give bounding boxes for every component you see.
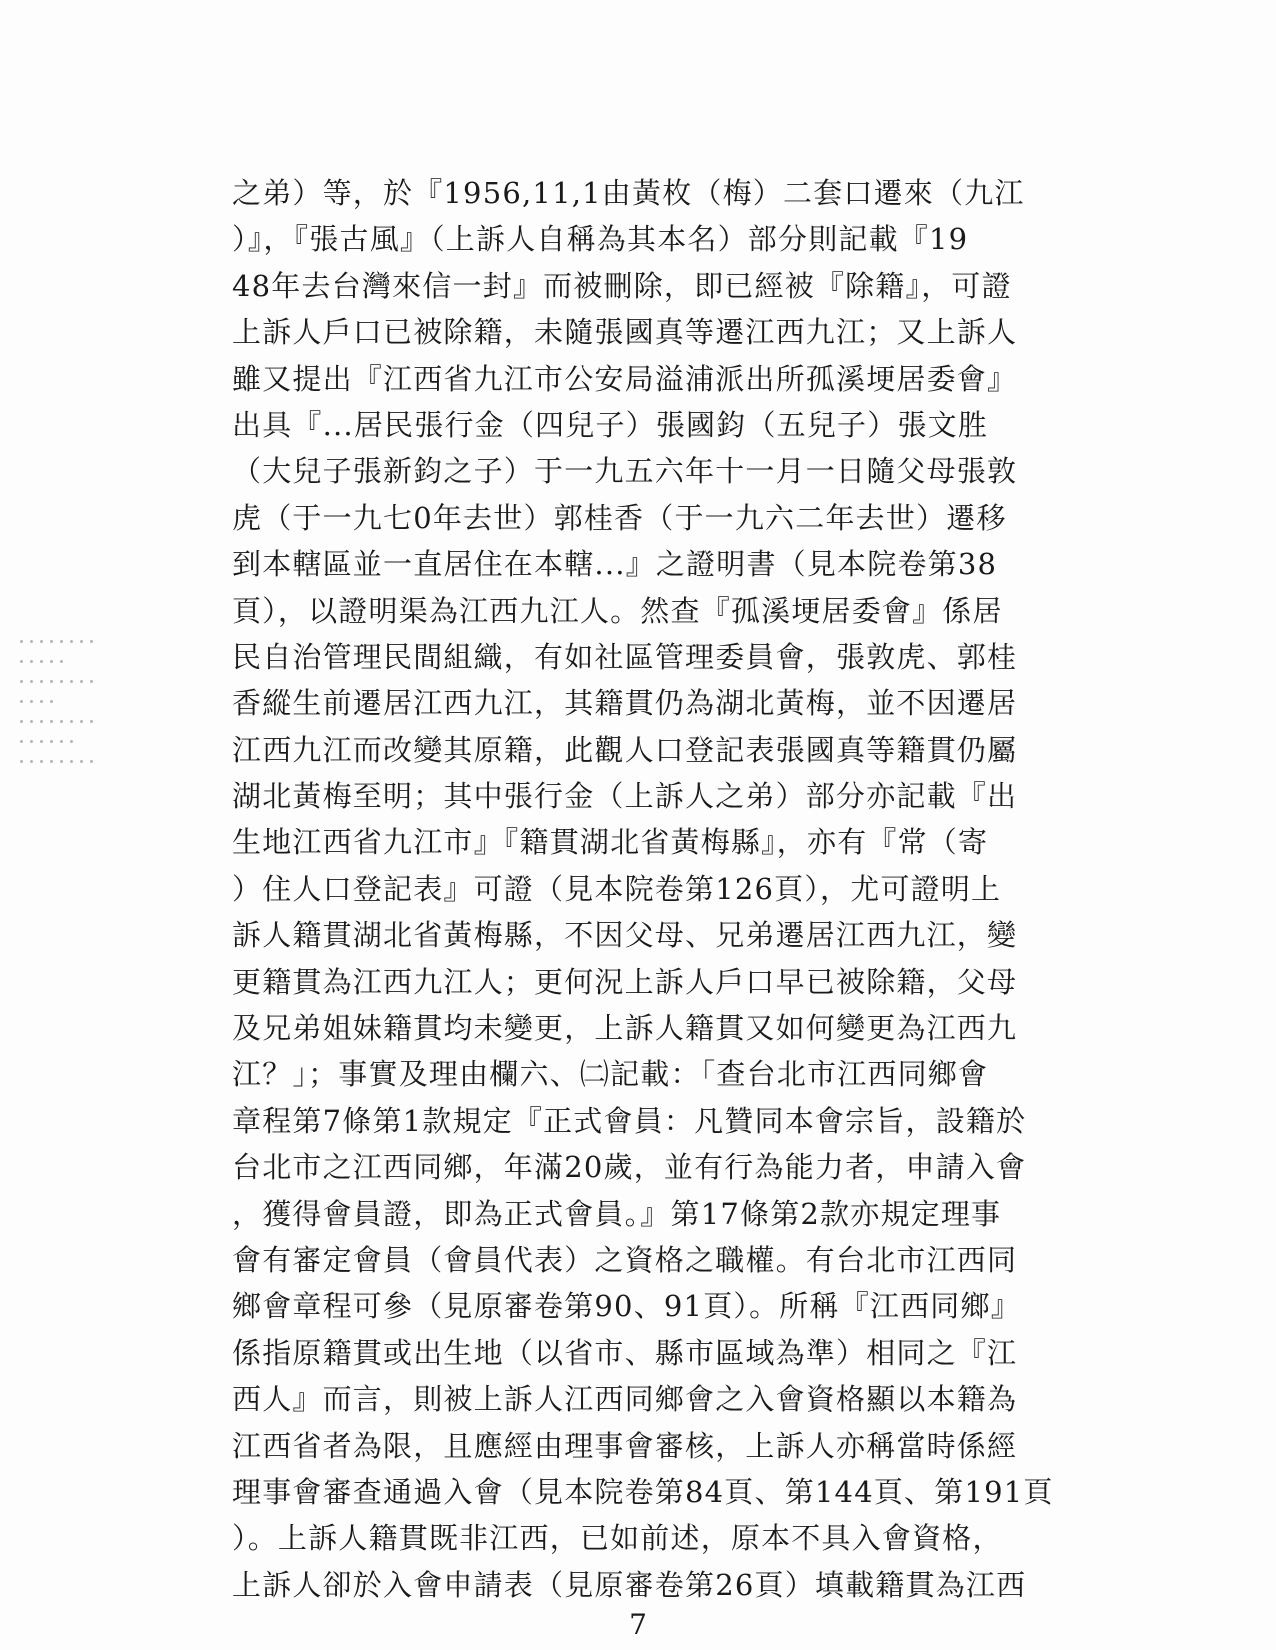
text-line: 及兄弟姐妹籍貫均未變更，上訴人籍貫又如何變更為江西九 [232, 1011, 1018, 1046]
text-line: 訴人籍貫湖北省黃梅縣，不因父母、兄弟遷居江西九江，變 [232, 918, 1018, 953]
text-line: 到本轄區並一直居住在本轄...』之證明書（見本院卷第38 [232, 547, 998, 582]
text-line: 江？」；事實及理由欄六、㈡記載：「查台北市江西同鄉會 [232, 1057, 989, 1092]
text-line: 出具『...居民張行金（四兒子）張國鈞（五兒子）張文胜 [232, 407, 989, 442]
text-line: 江西省者為限，且應經由理事會審核，上訴人亦稱當時係經 [232, 1428, 1018, 1463]
text-line: 章程第7條第1款規定『正式會員：凡贊同本會宗旨，設籍於 [232, 1103, 1027, 1138]
text-line: 湖北黃梅至明；其中張行金（上訴人之弟）部分亦記載『出 [232, 779, 1018, 814]
text-line: 會有審定會員（會員代表）之資格之職權。有台北市江西同 [232, 1242, 1018, 1277]
text-line: ）住人口登記表』可證（見本院卷第126頁），尤可證明上 [232, 871, 1002, 906]
text-line: 西人』而言，則被上訴人江西同鄉會之入會資格顯以本籍為 [232, 1382, 1018, 1417]
text-line: ，獲得會員證，即為正式會員。』第17條第2款亦規定理事 [232, 1196, 1002, 1231]
text-line: 雖又提出『江西省九江市公安局溢浦派出所孤溪埂居委會』 [232, 361, 1018, 396]
text-line: 頁），以證明渠為江西九江人。然查『孤溪埂居委會』係居 [232, 593, 1003, 628]
text-line: 理事會審查通過入會（見本院卷第84頁、第144頁、第191頁 [232, 1474, 1054, 1509]
text-line: 48年去台灣來信一封』而被刪除，即已經被『除籍』，可證 [232, 268, 1012, 303]
text-line: （大兒子張新鈞之子）于一九五六年十一月一日隨父母張敦 [232, 454, 1018, 489]
text-line: 虎（于一九七0年去世）郭桂香（于一九六二年去世）遷移 [232, 500, 1007, 535]
text-line: 之弟）等，於『1956,11,1由黃枚（梅）二套口遷來（九江 [232, 176, 1025, 210]
text-line: 民自治管理民間組織，有如社區管理委員會，張敦虎、郭桂 [232, 639, 1018, 674]
punch-hole-dots [20, 640, 100, 860]
text-line: 上訴人卻於入會申請表（見原審卷第26頁）填載籍貫為江西 [232, 1567, 1027, 1602]
text-line: ）。上訴人籍貫既非江西，已如前述，原本不具入會資格， [232, 1521, 1003, 1556]
document-body [232, 170, 1072, 1608]
text-line: 江西九江而改變其原籍，此觀人口登記表張國真等籍貫仍屬 [232, 732, 1018, 767]
text-line: 更籍貫為江西九江人；更何況上訴人戶口早已被除籍，父母 [232, 964, 1018, 999]
text-line: ）』，『張古風』（上訴人自稱為其本名）部分則記載『19 [232, 222, 969, 257]
text-line: 上訴人戶口已被除籍，未隨張國真等遷江西九江；又上訴人 [232, 315, 1018, 350]
page-number: 7 [629, 1608, 647, 1641]
text-line: 係指原籍貫或出生地（以省市、縣市區域為準）相同之『江 [232, 1335, 1018, 1370]
text-line: 鄉會章程可參（見原審卷第90、91頁）。所稱『江西同鄉』 [232, 1289, 1021, 1324]
text-line: 生地江西省九江市』『籍貫湖北省黃梅縣』，亦有『常（寄 [232, 825, 989, 860]
text-line: 台北市之江西同鄉，年滿20歲，並有行為能力者，申請入會 [232, 1150, 1027, 1185]
text-line: 香縱生前遷居江西九江，其籍貫仍為湖北黃梅，並不因遷居 [232, 686, 1018, 721]
